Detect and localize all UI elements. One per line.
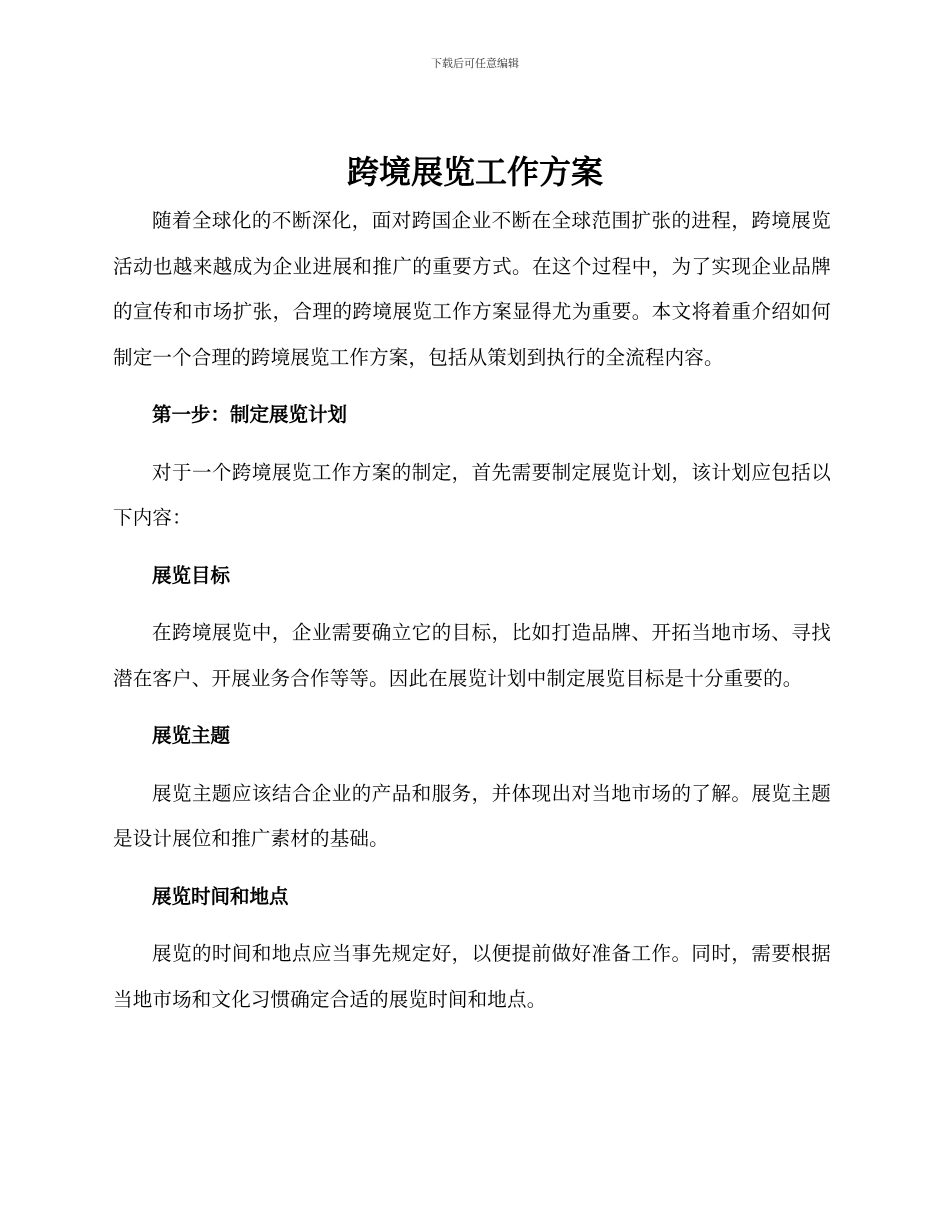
step1-paragraph: 对于一个跨境展览工作方案的制定，首先需要制定展览计划，该计划应包括以下内容： <box>113 460 831 529</box>
goal-heading: 展览目标 <box>152 563 231 587</box>
theme-heading: 展览主题 <box>152 724 231 747</box>
time-place-paragraph: 展览的时间和地点应当事先规定好，以便提前做好准备工作。同时，需要根据当地市场和文化习惯确定合适的展览时间和地点。 <box>113 942 831 1011</box>
header-note: 下载后可任意编辑 <box>431 57 519 70</box>
document-body <box>113 198 831 1022</box>
goal-paragraph: 在跨境展览中，企业需要确立它的目标，比如打造品牌、开拓当地市场、寻找潜在客户、开展业务合作等等。因此在展览计划中制定展览目标是十分重要的。 <box>113 621 831 690</box>
time-place-heading: 展览时间和地点 <box>152 884 289 908</box>
intro-paragraph: 随着全球化的不断深化，面对跨国企业不断在全球范围扩张的进程，跨境展览活动也越来越成为企业进展和推广的重要方式。在这个过程中，为了实现企业品牌的宣传和市场扩张，合理的跨境展览工作方案显得尤为重要。本文将着重介绍如何制定一个合理的跨境展览工作方案，包括从策划到执行的全流程内容。 <box>113 209 831 369</box>
step1-heading: 第一步：制定展览计划 <box>152 403 348 426</box>
document-title: 跨境展览工作方案 <box>346 153 603 191</box>
theme-paragraph: 展览主题应该结合企业的产品和服务，并体现出对当地市场的了解。展览主题是设计展位和推广素材的基础。 <box>113 781 831 850</box>
